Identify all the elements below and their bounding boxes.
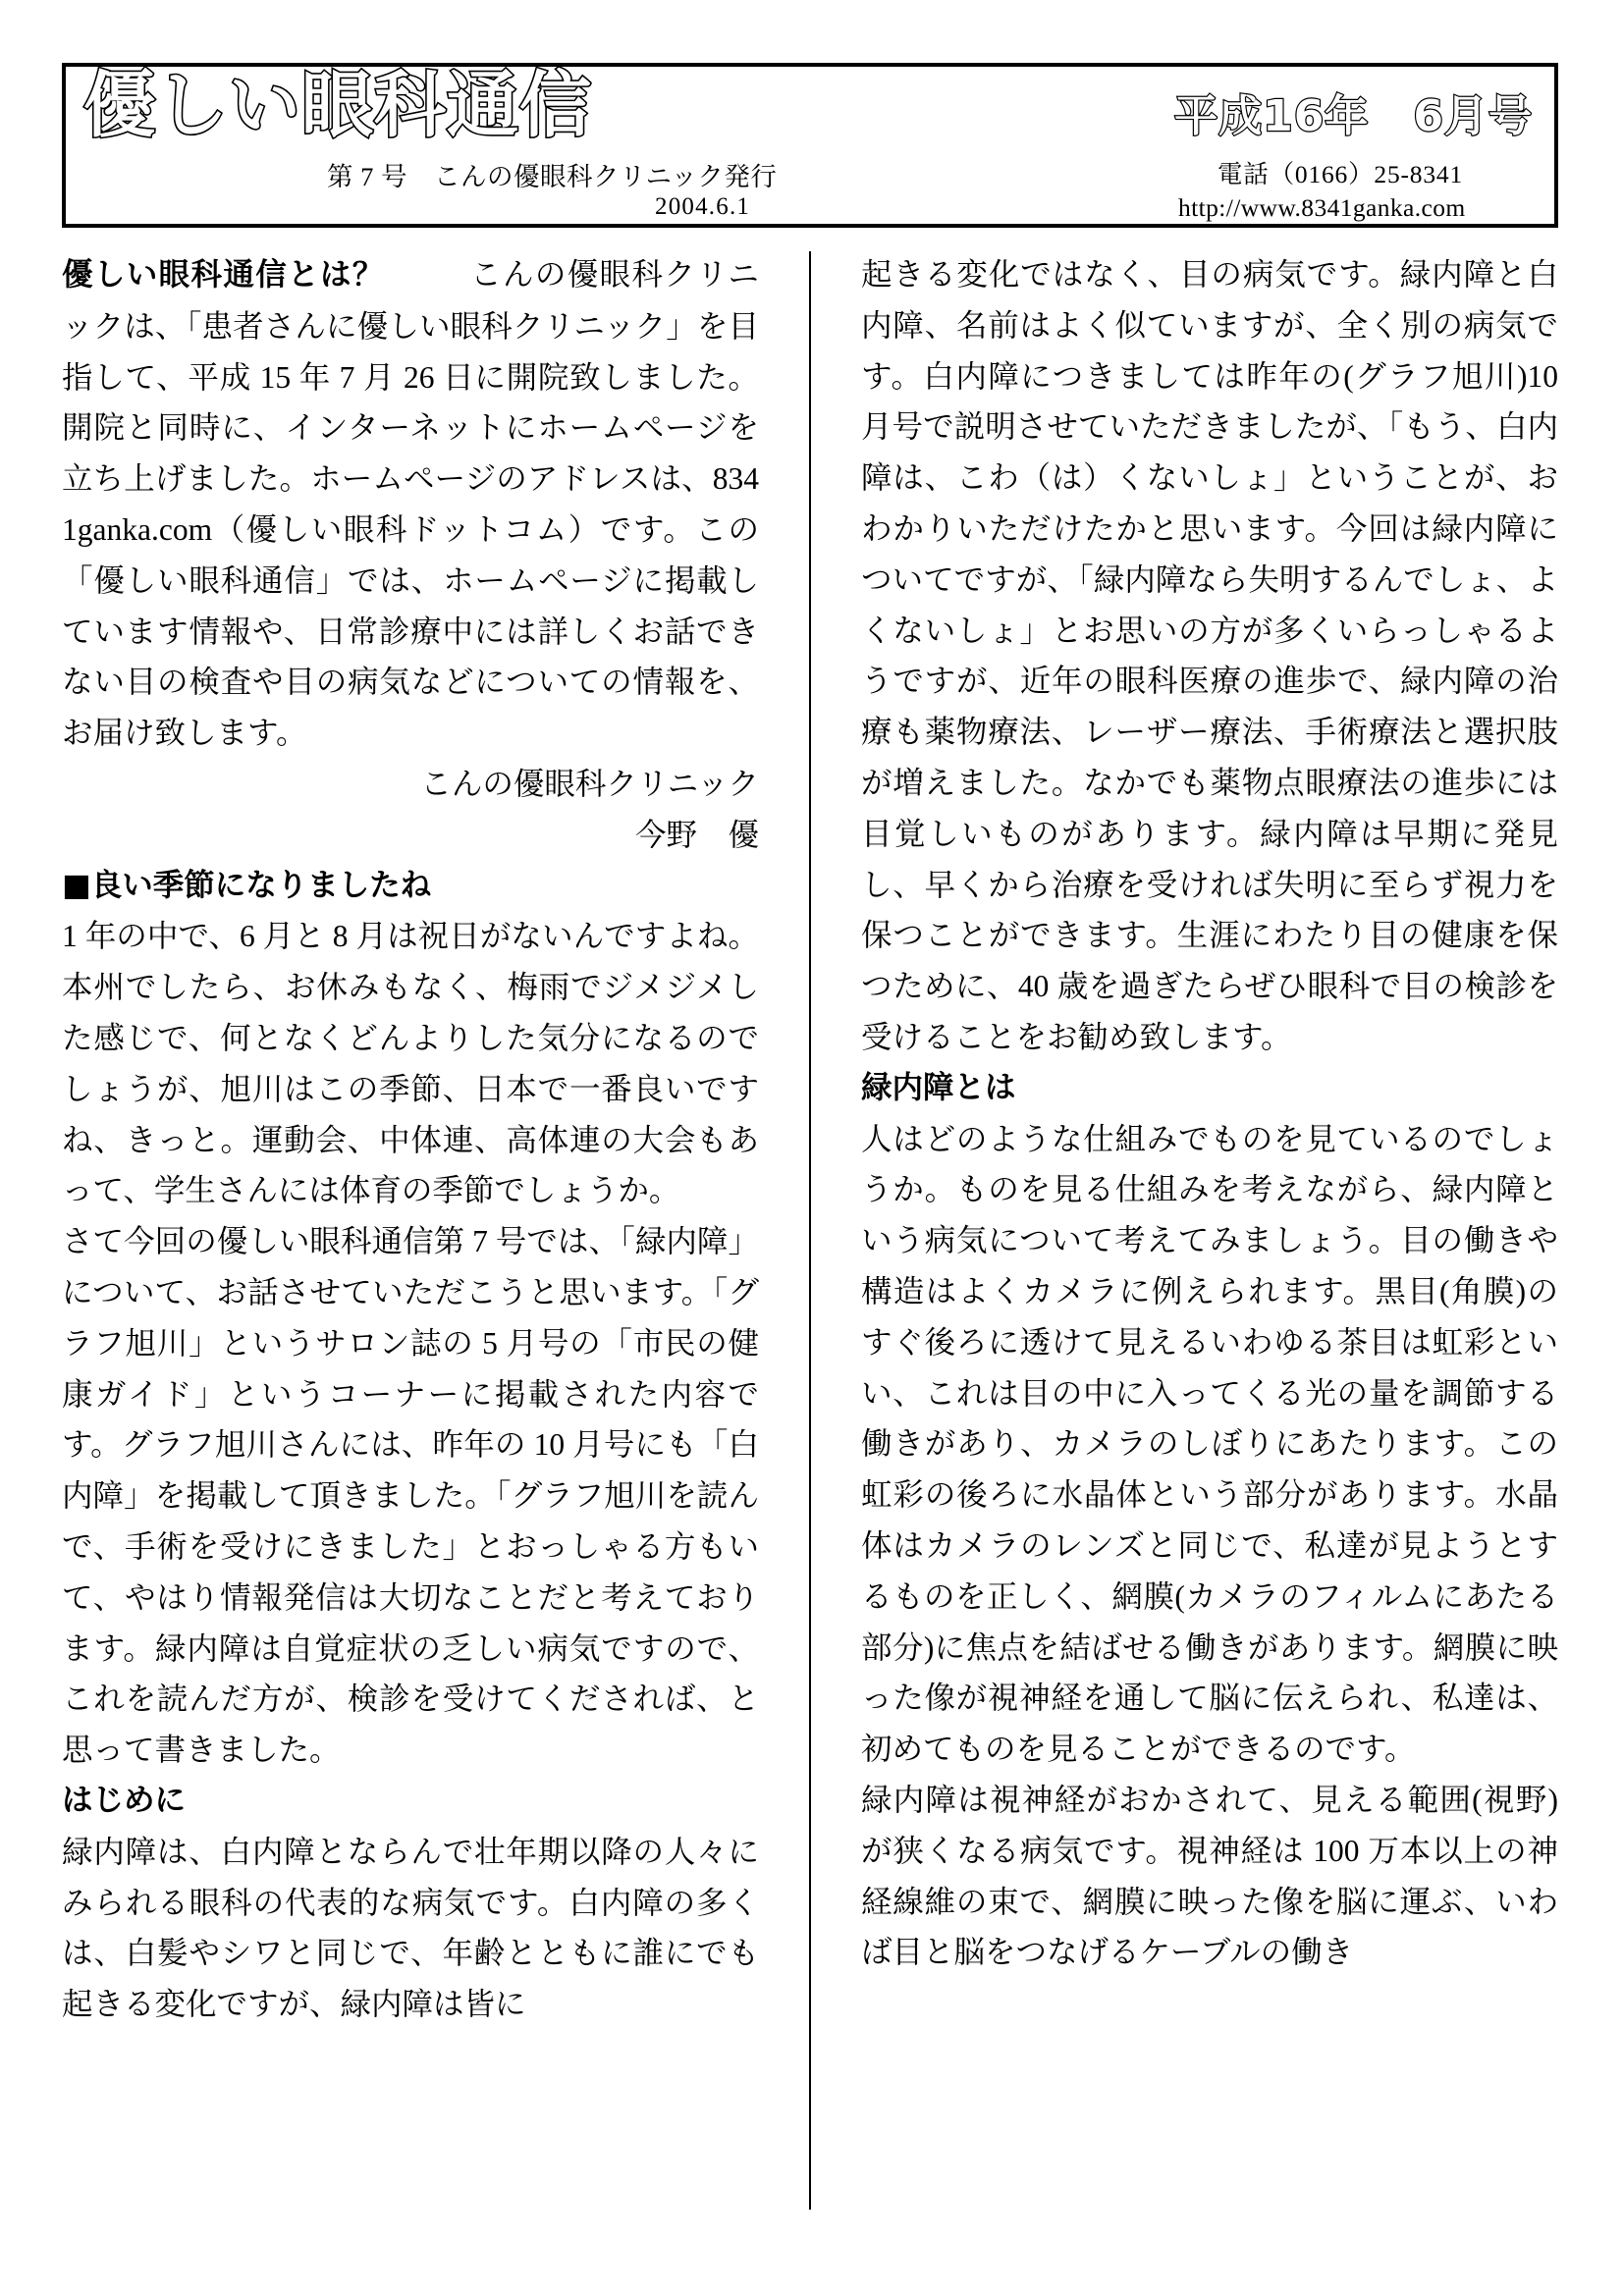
section-heading-season xyxy=(62,861,759,912)
intro-paragraph-body: ニックは、「患者さんに優しい眼科クリニック」を目指して、平成 15 年 7 月 26 日に開院致しました。開院と同時に、インターネットにホームページを立ち上げました。ホームページのアドレスは、8341ganka.com（優しい眼科ドットコム）です。この「優しい眼科通信」では、ホームページに掲載しています情報や、日常診療中には詳しくお話できない目の検査や目の病気などについての情報を、お届け致します。 xyxy=(62,257,759,751)
masthead-box xyxy=(62,63,1558,228)
signature-name: 今野 優 xyxy=(634,817,759,852)
masthead-url[interactable]: http://www.8341ganka.com xyxy=(1178,193,1466,222)
body-columns xyxy=(62,249,1558,2232)
page-title: 優しい眼科通信 xyxy=(83,64,592,147)
right-column xyxy=(861,249,1558,2232)
season-paragraph-1: 1 年の中で、6 月と 8 月は祝日がないんですよね。本州でしたら、お休みもなく、梅雨でジメジメした感じで、何となくどんよりした気分になるのでしょうが、旭川はこの季節、日本で一番良いですね、きっと。運動会、中体連、高体連の大会もあって、学生さんには体育の季節でしょうか。 xyxy=(62,919,759,1208)
season-paragraph-2: さて今回の優しい眼科通信第 7 号では、「緑内障」について、お話させていただこうと思います。「グラフ旭川」というサロン誌の 5 月号の「市民の健康ガイド」というコーナーに掲載された内容です。グラフ旭川さんには、昨年の 10 月号にも「白内障」を掲載して頂きました。「グラフ旭川を読んで、手術を受けにきました」とおっしゃる方もいて、やはり情報発信は大切なことだと考えております。緑内障は自覚症状の乏しい病気ですので、これを読んだ方が、検診を受けてくだされば、と思って書きました。 xyxy=(62,1224,759,1768)
intro-paragraph-start: こんの優眼科クリ xyxy=(468,257,729,292)
signature-organization: こんの優眼科クリニック xyxy=(420,766,759,801)
section-heading-intro: はじめに xyxy=(62,1782,187,1818)
issue-label: 平成16年 6月号 xyxy=(1174,91,1533,141)
section-heading-glaucoma: 緑内障とは xyxy=(861,1069,1016,1105)
masthead-subtitle: 第 7 号 こんの優眼科クリニック発行 xyxy=(327,162,778,191)
section-heading-season-label: 良い季節になりましたね xyxy=(90,867,432,903)
square-bullet-icon: ■ xyxy=(62,867,91,903)
continued-paragraph: 起きる変化ではなく、目の病気です。緑内障と白内障、名前はよく似ていますが、全く別の病気です。白内障につきましては昨年の(グラフ旭川)10 月号で説明させていただきましたが、「もう、白内障は、こわ（は）くないしょ」ということが、おわかりいただけたかと思います。今回は緑内障についてですが、「緑内障なら失明するんでしょ、よくないしょ」とお思いの方が多くいらっしゃるようですが、近年の眼科医療の進歩で、緑内障の治療も薬物療法、レーザー療法、手術療法と選択肢が増えました。なかでも薬物点眼療法の進歩には目覚しいものがあります。緑内障は早期に発見し、早くから治療を受ければ失明に至らず視力を保つことができます。生涯にわたり目の健康を保つために、40 歳を過ぎたらぜひ眼科で目の検診を受けることをお勧め致します。 xyxy=(861,257,1558,1054)
masthead-date: 2004.6.1 xyxy=(655,193,751,220)
intro-section-paragraph: 緑内障は、白内障とならんで壮年期以降の人々にみられる眼科の代表的な病気です。白内障の多くは、白髪やシワと同じで、年齢とともに誰にでも起きる変化ですが、緑内障は皆に xyxy=(62,1834,759,2022)
masthead-telephone: 電話（0166）25-8341 xyxy=(1217,160,1463,188)
glaucoma-paragraph-2: 緑内障は視神経がおかされて、見える範囲(視野)が狭くなる病気です。視神経は 100 万本以上の神経線維の束で、網膜に映った像を脳に運ぶ、いわば目と脳をつなげるケーブルの働き xyxy=(861,1782,1558,1970)
left-column xyxy=(62,249,759,2232)
glaucoma-paragraph-1: 人はどのような仕組みでものを見ているのでしょうか。ものを見る仕組みを考えながら、緑内障という病気について考えてみましょう。目の働きや構造はよくカメラに例えられます。黒目(角膜)のすぐ後ろに透けて見えるいわゆる茶目は虹彩といい、これは目の中に入ってくる光の量を調節する働きがあり、カメラのしぼりにあたります。この虹彩の後ろに水晶体という部分があります。水晶体はカメラのレンズと同じで、私達が見ようとするものを正しく、網膜(カメラのフィルムにあたる部分)に焦点を結ばせる働きがあります。網膜に映った像が視神経を通して脳に伝えられ、私達は、初めてものを見ることができるのです。 xyxy=(861,1121,1558,1767)
intro-lead-heading: 優しい眼科通信とは？ xyxy=(62,257,385,293)
intro-paragraph xyxy=(62,249,759,759)
column-divider xyxy=(809,251,811,2210)
